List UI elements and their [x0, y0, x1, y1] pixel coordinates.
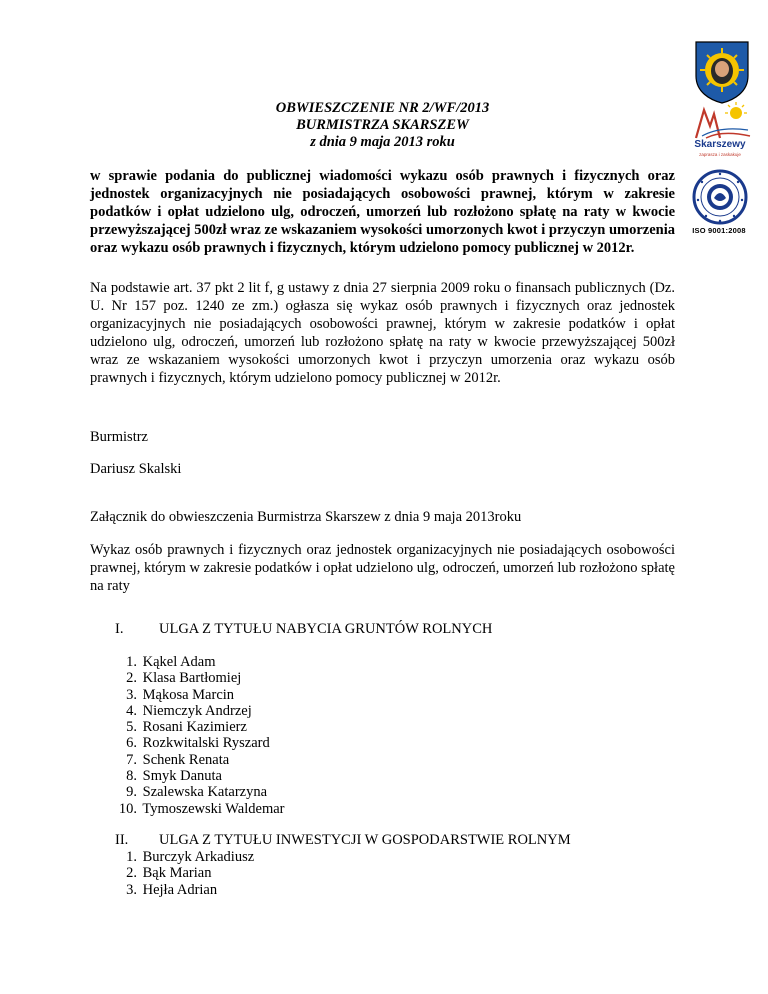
list-item: 9. Szalewska Katarzyna [126, 784, 268, 801]
notice-number: OBWIESZCZENIE NR 2/WF/2013 [275, 100, 490, 116]
notice-header [90, 100, 675, 151]
section-number: II. [115, 832, 129, 848]
section-number: I. [115, 621, 124, 637]
iso-certification-text: ISO 9001:2008 [692, 226, 746, 235]
list-item: 3. Mąkosa Marcin [126, 686, 235, 703]
annex-title: Załącznik do obwieszczenia Burmistrza Skarszew z dnia 9 maja 2013roku [90, 509, 522, 525]
section-list [115, 654, 285, 817]
list-item: 1. Kąkel Adam [126, 654, 216, 670]
list-item: 7. Schenk Renata [126, 751, 230, 768]
section-list [115, 849, 254, 898]
list-item: 3. Hejła Adrian [126, 881, 218, 898]
notice-subject: w sprawie podania do publicznej wiadomości wykazu osób prawnych i fizycznych oraz jednostek organizacyjnych nie posiadających osobowości prawnej, którym w zakresie podatków i opłat udzielono ulg, odroczeń, umorzeń lub rozłożono spłatę na raty w kwocie przewyższającej 500zł wraz ze wskazaniem wysokości umorzonych kwot i przyczyn umorzenia oraz wykazu osób prawnych i fizycznych, którym udzielono pomocy publicznej w 2012r. [90, 168, 675, 256]
skarszewy-tagline: zaprasza i zaskakuje [699, 152, 741, 157]
list-item: 2. Klasa Bartłomiej [126, 670, 242, 687]
coat-of-arms-icon [694, 40, 750, 104]
notice-body: Na podstawie art. 37 pkt 2 lit f, g ustawy z dnia 27 sierpnia 2009 roku o finansach publicznych (Dz. U. Nr 157 poz. 1240 ze zm.) ogłasza się wykaz osób prawnych i fizycznych oraz jednostek organizacyjnych nie posiadających osobowości prawnej, którym w zakresie podatków i opłat udzielono ulg, odroczeń, umorzeń lub rozłożono spłatę na raty w kwocie przewyższającej 500zł wraz ze wskazaniem wysokości umorzonych kwot i przyczyn umorzenia oraz wykazu osób prawnych i fizycznych, którym udzielono pomocy publicznej w 2012r. [90, 280, 675, 386]
list-item: 1. Burczyk Arkadiusz [126, 849, 255, 865]
list-item: 6. Rozkwitalski Ryszard [126, 735, 270, 752]
list-item: 5. Rosani Kazimierz [126, 719, 247, 736]
section-title: ULGA Z TYTUŁU NABYCIA GRUNTÓW ROLNYCH [159, 621, 493, 637]
notice-date: z dnia 9 maja 2013 roku [310, 134, 455, 150]
section-heading [115, 832, 571, 849]
list-item: 4. Niemczyk Andrzej [126, 702, 252, 719]
skarszewy-logo [692, 100, 754, 140]
list-item: 8. Smyk Danuta [126, 768, 222, 785]
skarszewy-logo-text: Skarszewy [694, 139, 746, 150]
signer-title: Burmistrz [90, 429, 148, 445]
iso-seal-icon [690, 168, 750, 226]
section-title: ULGA Z TYTUŁU INWESTYCJI W GOSPODARSTWIE ROLNYM [159, 832, 571, 848]
notice-issuer: BURMISTRZA SKARSZEW [296, 117, 469, 133]
section-heading [115, 621, 492, 638]
signer-name: Dariusz Skalski [90, 461, 182, 477]
list-item: 10. Tymoszewski Waldemar [118, 800, 285, 817]
annex-intro: Wykaz osób prawnych i fizycznych oraz jednostek organizacyjnych nie posiadających osobowości prawnej, którym w zakresie podatków i opłat udzielono ulg, odroczeń, umorzeń lub rozłożono spłatę na raty [90, 542, 675, 594]
list-item: 2. Bąk Marian [126, 865, 212, 882]
